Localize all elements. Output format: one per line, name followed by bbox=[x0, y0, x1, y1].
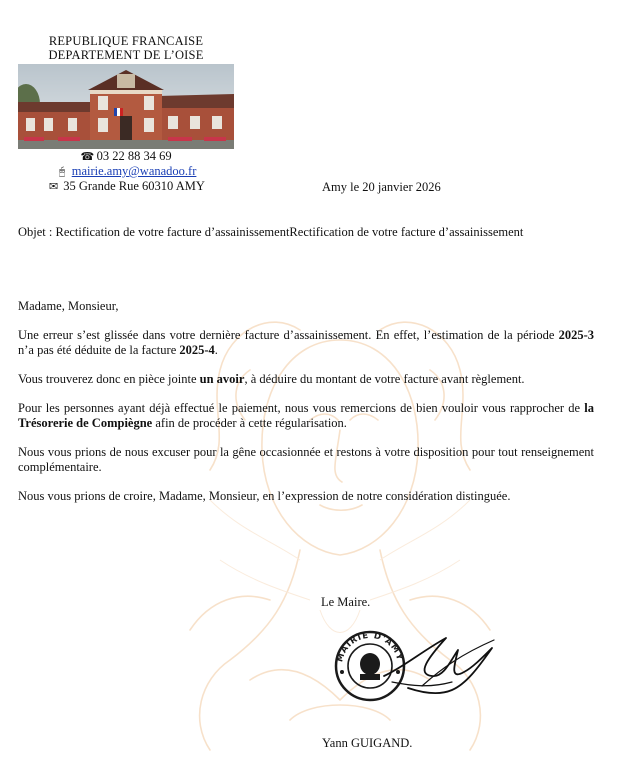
signer-name: Yann GUIGAND. bbox=[322, 736, 413, 750]
letter-date: Amy le 20 janvier 2026 bbox=[322, 180, 441, 194]
paragraph-tresorerie: Pour les personnes ayant déjà effectué le paiement, nous vous remercions de bien vouloir vous rapprocher de la Trésorerie de Compiègne afin de procéder à cette régularisation. bbox=[18, 401, 594, 430]
letterhead bbox=[18, 34, 234, 194]
letter-body bbox=[18, 299, 594, 518]
envelope-icon: ✉ bbox=[49, 180, 59, 193]
contact-address bbox=[18, 179, 234, 194]
header-republique: REPUBLIQUE FRANCAISE bbox=[48, 34, 204, 48]
town-hall-photo bbox=[18, 64, 234, 149]
phone-number: 03 22 88 34 69 bbox=[96, 149, 172, 163]
signature-title: Le Maire. bbox=[321, 595, 371, 609]
mairie-stamp-signature bbox=[332, 628, 500, 704]
mouse-icon: 🖰 bbox=[58, 165, 66, 178]
paragraph-excuses: Nous vous prions de nous excuser pour la gêne occasionnée et restons à votre disposition pour tout renseignement complémentaire. bbox=[18, 445, 594, 474]
letter-subject: Objet : Rectification de votre facture d’assainissementRectification de votre facture d’assainissement bbox=[18, 225, 524, 239]
email-link[interactable]: mairie.amy@wanadoo.fr bbox=[71, 164, 197, 178]
paragraph-closing: Nous vous prions de croire, Madame, Monsieur, en l’expression de notre considération distinguée. bbox=[18, 489, 511, 503]
paragraph-error: Une erreur s’est glissée dans votre dernière facture d’assainissement. En effet, l’estimation de la période 2025-3 n’a pas été déduite de la facture 2025-4. bbox=[18, 328, 594, 357]
salutation: Madame, Monsieur, bbox=[18, 299, 119, 313]
paragraph-avoir: Vous trouverez donc en pièce jointe un avoir, à déduire du montant de votre facture avant règlement. bbox=[18, 372, 525, 386]
telephone-icon: ☎ bbox=[80, 150, 95, 163]
contact-phone bbox=[18, 149, 234, 164]
contact-email bbox=[18, 164, 234, 179]
header-departement: DEPARTEMENT DE L’OISE bbox=[48, 48, 204, 62]
svg-text:MAIRIE D'AMY: MAIRIE D'AMY bbox=[335, 630, 405, 664]
postal-address: 35 Grande Rue 60310 AMY bbox=[63, 179, 205, 193]
